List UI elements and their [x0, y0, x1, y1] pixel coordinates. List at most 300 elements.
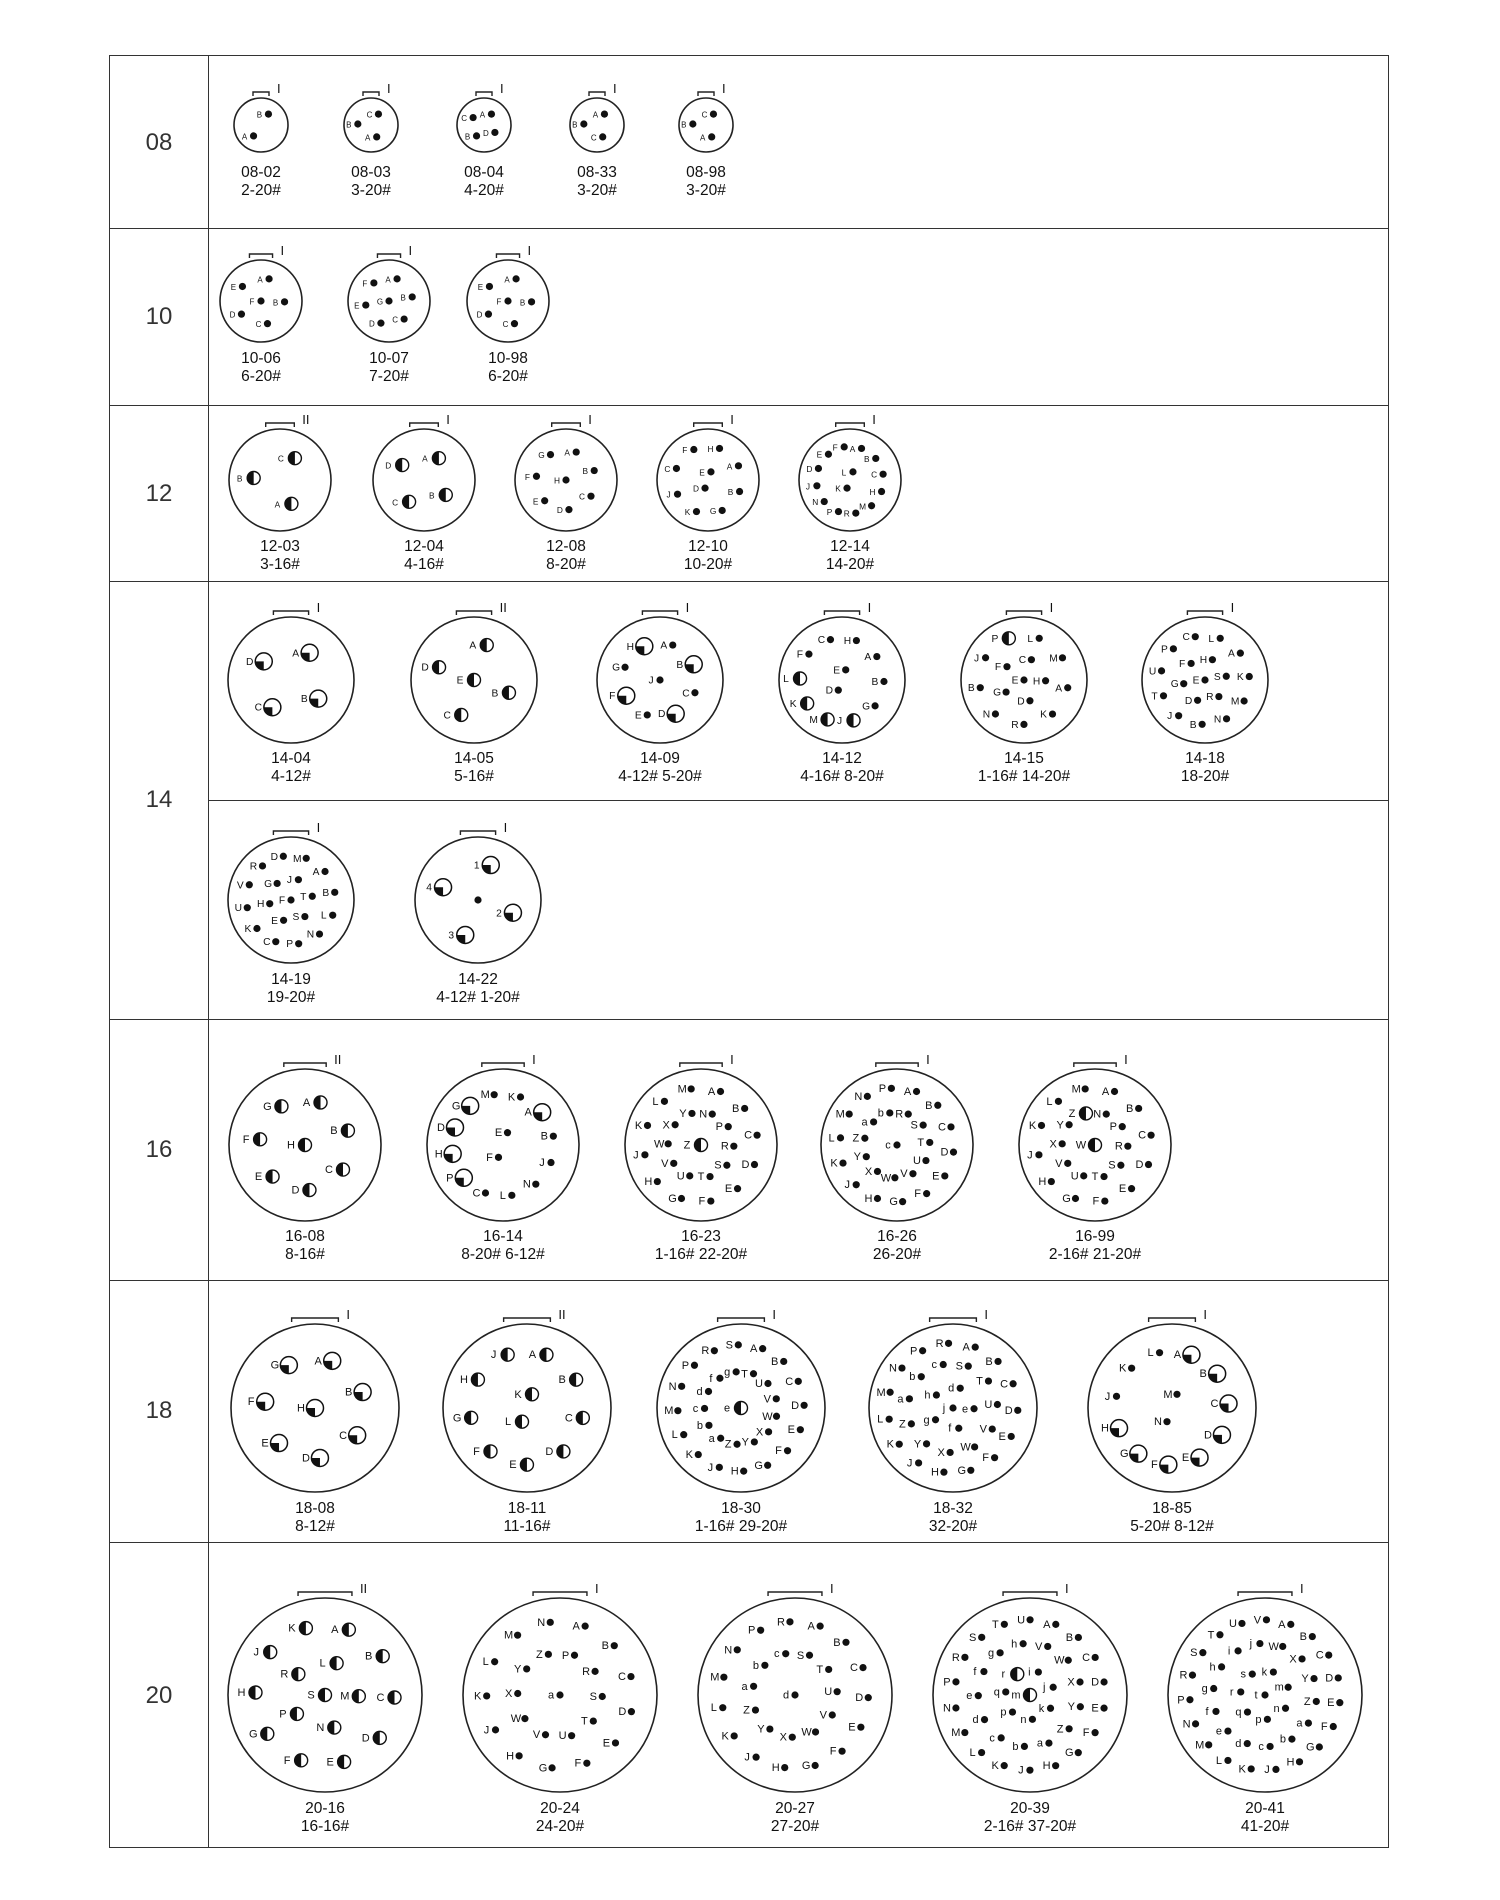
pin-contact-20	[1270, 1668, 1277, 1675]
pin-label: T	[976, 1375, 983, 1388]
pin-contact-20	[674, 491, 681, 498]
connector-10-98	[466, 243, 550, 385]
pin-label: G	[862, 701, 871, 713]
pin-contact-20	[982, 654, 989, 661]
pin-label: a	[547, 1689, 555, 1702]
pin-label: H	[1038, 1176, 1047, 1189]
pin-contact-20	[908, 1420, 915, 1427]
connector-shell-outline	[457, 98, 511, 152]
pin-label: A	[241, 132, 248, 142]
pin-label: K	[1236, 672, 1244, 684]
connector-code: 12-14	[830, 538, 870, 555]
pin-label: E	[271, 915, 279, 927]
pin-contact-20	[533, 473, 540, 480]
pin-label: L	[1027, 633, 1034, 645]
pin-contact-20	[354, 120, 361, 127]
pin-label: m	[1011, 1689, 1021, 1702]
pin-label: s	[1240, 1668, 1247, 1681]
pin-label: F	[1178, 658, 1186, 670]
pin-F	[248, 1393, 274, 1410]
pin-label: b	[696, 1419, 704, 1432]
connector-face-diagram	[410, 600, 538, 744]
pin-contact-20	[815, 465, 822, 472]
connector-20-39	[932, 1581, 1128, 1835]
pin-contact-20	[1091, 1729, 1098, 1736]
pin-label: A	[528, 1349, 537, 1362]
connector-18-32	[868, 1307, 1038, 1535]
pin-label: R	[776, 1616, 785, 1629]
pin-label: N	[699, 1108, 708, 1121]
pin-label: D	[1135, 1159, 1144, 1172]
pin-contact-20	[940, 1361, 947, 1368]
pin-contact-20	[750, 1683, 757, 1690]
pin-label: D	[229, 310, 236, 320]
pin-label: C	[744, 1129, 753, 1142]
pin-label: S	[292, 912, 300, 924]
pin-contact-20	[1279, 1643, 1286, 1650]
pin-label: R	[1206, 692, 1214, 704]
pin-label: P	[1160, 644, 1168, 656]
connector-code: 16-14	[483, 1228, 523, 1245]
pin-contact-20	[741, 1105, 748, 1112]
pin-label: H	[1286, 1756, 1295, 1769]
pin-label: C	[472, 1187, 481, 1200]
pin-label: E	[477, 282, 484, 292]
pin-label: G	[957, 1464, 967, 1477]
pin-contact-20	[940, 1469, 947, 1476]
pin-contact-20	[888, 1085, 895, 1092]
pin-label: B	[1299, 1631, 1307, 1644]
pin-contact-20	[1163, 1418, 1170, 1425]
pin-contact-20	[1173, 1391, 1180, 1398]
pin-contact-20	[701, 485, 708, 492]
pin-label: D	[361, 1732, 370, 1745]
pin-contact-20	[1224, 1757, 1231, 1764]
connector-code: 08-98	[686, 164, 726, 181]
connector-20-16	[227, 1581, 423, 1835]
pin-label: d	[972, 1714, 979, 1727]
pin-label: B	[727, 487, 734, 498]
pin-contact-20	[853, 637, 860, 644]
connector-18-30	[656, 1307, 826, 1535]
pin-contact-20	[1335, 1674, 1342, 1681]
pin-label: A	[700, 133, 706, 143]
pin-contact-20	[915, 1459, 922, 1466]
pin-contact-20	[1111, 1088, 1118, 1095]
pin-contact-20	[765, 1428, 772, 1435]
pin-label: U	[1148, 666, 1157, 678]
pin-contact-20	[1065, 1657, 1072, 1664]
pin-label: A	[479, 110, 486, 120]
pin-label: N	[316, 1722, 325, 1735]
pin-label: i	[1028, 1666, 1031, 1679]
pin-contact-20	[843, 485, 850, 492]
pin-contact-20	[780, 1358, 787, 1365]
pin-contact-20	[753, 1132, 760, 1139]
pin-label: D	[741, 1159, 750, 1172]
connector-12-10	[656, 412, 760, 573]
pin-label: K	[288, 1622, 296, 1635]
pin-contact-20	[250, 132, 257, 139]
pin-label: X	[864, 1165, 873, 1178]
pin-label: A	[524, 1106, 532, 1119]
pin-contact-20	[886, 1109, 893, 1116]
pin-label: W	[880, 1172, 892, 1185]
keying-position-label: I	[872, 412, 876, 427]
pin-label: D	[421, 662, 429, 674]
pin-contact-20	[711, 1347, 718, 1354]
connector-face-diagram	[227, 1581, 423, 1793]
pin-contact-20	[841, 443, 848, 450]
pin-label: S	[1190, 1647, 1198, 1660]
pin-contact-20	[239, 283, 246, 290]
pin-label: D	[385, 460, 392, 471]
pin-e	[724, 1402, 748, 1415]
pin-contact-20	[1002, 1688, 1009, 1695]
pin-contact-20	[795, 1378, 802, 1385]
pin-contact-20	[1305, 1719, 1312, 1726]
pin-label: 1	[473, 860, 480, 872]
pin-label: U	[558, 1730, 567, 1743]
connector-code: 14-05	[454, 750, 494, 767]
pin-contact-20	[879, 471, 886, 478]
pin-contact-20	[401, 315, 408, 322]
connector-face-diagram	[219, 243, 303, 343]
pin-contact-20	[705, 1422, 712, 1429]
pin-contact-20	[1014, 1407, 1021, 1414]
connector-14-18	[1141, 600, 1269, 785]
pin-label: Z	[1068, 1107, 1076, 1120]
pin-contact-20	[1330, 1723, 1337, 1730]
pin-contact-20	[1026, 697, 1033, 704]
pin-contact-20	[872, 455, 879, 462]
pin-label: B	[300, 694, 308, 706]
pin-contact-20	[838, 1748, 845, 1755]
pin-label: T	[1151, 691, 1158, 703]
pin-label: U	[1017, 1614, 1026, 1627]
pin-label: E	[833, 665, 841, 677]
pin-r	[1001, 1668, 1023, 1681]
pin-label: J	[253, 1646, 259, 1659]
pin-J	[491, 1348, 514, 1361]
pin-label: C	[366, 110, 373, 120]
pin-label: P	[747, 1624, 756, 1637]
pin-label: R	[895, 1108, 904, 1121]
pin-label: N	[812, 497, 819, 508]
pin-contact-20	[834, 1688, 841, 1695]
pin-label: T	[741, 1368, 748, 1381]
pin-label: M	[677, 1083, 687, 1096]
pin-contact-20	[1246, 673, 1253, 680]
pin-contact-20	[757, 1627, 764, 1634]
pin-label: A	[469, 640, 477, 652]
pin-label: J	[707, 1461, 714, 1474]
pin-label: V	[900, 1168, 908, 1181]
pin-contact-20	[573, 448, 580, 455]
pin-contact-20	[781, 1764, 788, 1771]
pin-label: X	[755, 1426, 764, 1439]
connector-face-diagram	[1141, 600, 1269, 744]
pin-label: G	[993, 687, 1002, 699]
pin-contact-20	[1009, 1708, 1016, 1715]
pin-label: B	[540, 1130, 549, 1143]
pin-label: U	[984, 1399, 993, 1412]
pin-B	[492, 686, 516, 699]
pin-label: g	[724, 1366, 731, 1379]
pin-contact-20	[733, 1441, 740, 1448]
pin-label: J	[744, 1751, 750, 1764]
pin-contact-20	[266, 900, 273, 907]
row-divider	[110, 405, 1388, 406]
pin-label: E	[230, 282, 237, 292]
pin-label: D	[1091, 1676, 1100, 1689]
pin-contact-20	[839, 1159, 846, 1166]
contact-spec: 1-16# 29-20#	[694, 1518, 788, 1535]
pin-label: F	[609, 691, 616, 703]
pin-label: E	[456, 675, 464, 687]
pin-label: L	[969, 1747, 976, 1760]
pin-contact-20	[301, 913, 308, 920]
pin-label: P	[279, 1708, 287, 1721]
pin-label: D	[301, 1452, 310, 1465]
contact-spec: 4-20#	[464, 182, 504, 199]
pin-contact-20	[565, 506, 572, 513]
pin-contact-20	[295, 940, 302, 947]
pin-label: M	[504, 1629, 514, 1642]
pin-contact-20	[393, 275, 400, 282]
pin-label: G	[249, 1728, 258, 1741]
pin-label: H	[1101, 1422, 1109, 1435]
pin-label: H	[869, 487, 876, 498]
pin-label: A	[302, 1096, 311, 1109]
connector-20-41	[1167, 1581, 1363, 1835]
pin-label: M	[1071, 1083, 1081, 1096]
pin-contact-20	[485, 311, 492, 318]
pin-contact-20	[272, 938, 279, 945]
pin-label: e	[961, 1403, 969, 1416]
pin-label: A	[422, 453, 428, 464]
pin-contact-20	[719, 507, 726, 514]
pin-label: S	[969, 1631, 977, 1644]
pin-label: S	[910, 1119, 918, 1132]
pin-label: K	[634, 1119, 643, 1132]
pin-contact-20	[244, 904, 251, 911]
pin-contact-20	[981, 1716, 988, 1723]
contact-spec: 32-20#	[928, 1518, 978, 1535]
pin-label: H	[506, 1750, 515, 1763]
pin-label: A	[807, 1620, 815, 1633]
pin-contact-20	[950, 1149, 957, 1156]
pin-label: B	[256, 110, 263, 120]
pin-contact-20	[874, 1195, 881, 1202]
pin-label: N	[522, 1178, 531, 1191]
pin-label: P	[991, 633, 999, 645]
pin-contact-20	[1216, 1631, 1223, 1638]
connector-face-diagram	[233, 81, 289, 153]
pin-contact-20	[514, 1632, 521, 1639]
pin-label: J	[844, 1179, 850, 1192]
pin-contact-20	[752, 1754, 759, 1761]
pin-label: E	[699, 467, 705, 478]
pin-label: Z	[899, 1418, 906, 1431]
pin-label: F	[283, 1754, 291, 1767]
pin-label: M	[1230, 696, 1240, 708]
pin-contact-20	[547, 451, 554, 458]
pin-label: G	[538, 450, 545, 461]
pin-contact-20	[899, 1198, 906, 1205]
pin-label: h	[924, 1389, 931, 1402]
pin-contact-20	[1237, 650, 1244, 657]
contact-spec: 4-16# 8-20#	[800, 768, 884, 785]
pin-contact-20	[806, 1652, 813, 1659]
pin-contact-20	[717, 1435, 724, 1442]
pin-label: C	[664, 463, 671, 474]
contact-spec: 5-16#	[454, 768, 494, 785]
pin-label: F	[247, 1396, 255, 1409]
pin-label: M	[340, 1690, 350, 1703]
contact-spec: 14-20#	[825, 556, 875, 573]
pin-contact-20	[949, 1404, 956, 1411]
pin-contact-20	[955, 1425, 962, 1432]
pin-label: B	[1189, 719, 1197, 731]
pin-label: S	[589, 1691, 597, 1704]
pin-label: W	[653, 1138, 665, 1151]
pin-label: R	[843, 508, 850, 519]
connector-14-04	[227, 600, 355, 785]
pin-label: F	[249, 297, 255, 307]
pin-contact-20	[1135, 1105, 1142, 1112]
pin-contact-20	[825, 451, 832, 458]
pin-contact-20	[556, 1691, 563, 1698]
pin-contact-20	[751, 1438, 758, 1445]
size-column-divider	[208, 56, 209, 1847]
pin-label: b	[752, 1659, 759, 1672]
connector-shell-outline	[373, 429, 475, 531]
pin-label: B	[272, 298, 279, 308]
pin-label: F	[524, 471, 531, 482]
pin-D	[302, 1449, 328, 1466]
pin-label: 2	[496, 908, 502, 920]
pin-label: P	[826, 507, 833, 518]
pin-contact-20	[1048, 1178, 1055, 1185]
pin-contact-20	[654, 1178, 661, 1185]
pin-label: D	[657, 709, 666, 721]
pin-contact-20	[835, 508, 842, 515]
pin-label: H	[771, 1762, 780, 1775]
pin-label: A	[592, 110, 599, 120]
connector-face-diagram	[228, 412, 332, 532]
row-divider	[110, 228, 1388, 229]
pin-contact-20	[764, 1380, 771, 1387]
pin-label: K	[507, 1091, 516, 1104]
pin-F	[243, 1133, 267, 1146]
pin-contact-20	[1325, 1651, 1332, 1658]
connector-face-diagram	[347, 243, 431, 343]
pin-contact-20	[1199, 1649, 1206, 1656]
pin-H	[1101, 1420, 1127, 1437]
contact-spec: 4-12# 1-20#	[436, 989, 520, 1006]
pin-label: R	[951, 1651, 960, 1664]
contact-spec: 2-16# 37-20#	[983, 1818, 1077, 1835]
pin-label: K	[514, 1388, 522, 1401]
pin-label: p	[1255, 1713, 1262, 1726]
pin-label: K	[685, 1449, 693, 1462]
pin-label: D	[1203, 1429, 1212, 1442]
pin-contact-20	[913, 1088, 920, 1095]
pin-label: J	[490, 1349, 497, 1362]
pin-label: E	[1118, 1183, 1127, 1196]
pin-contact-20	[611, 1642, 618, 1649]
pin-label: J	[286, 875, 292, 887]
connector-code: 08-02	[241, 164, 281, 181]
pin-label: 3	[448, 930, 455, 942]
pin-label: E	[634, 710, 642, 722]
pin-label: U	[912, 1155, 921, 1168]
pin-contact-20	[483, 1692, 490, 1699]
keying-position-label: I	[984, 1307, 988, 1322]
pin-contact-20	[1156, 1349, 1163, 1356]
pin-contact-20	[690, 446, 697, 453]
pin-label: M	[1163, 1388, 1173, 1401]
pin-label: C	[277, 453, 284, 464]
pin-L	[320, 1657, 344, 1670]
pin-contact-20	[1248, 1765, 1255, 1772]
pin-label: G	[1306, 1741, 1315, 1754]
pin-contact-20	[994, 1401, 1001, 1408]
pin-contact-20	[874, 1168, 881, 1175]
pin-label: C	[254, 702, 263, 714]
pin-contact-20	[731, 1732, 738, 1739]
pin-label: D	[618, 1706, 627, 1719]
pin-label: A	[292, 648, 300, 660]
connector-face-diagram	[426, 1052, 580, 1222]
pin-contact-20	[621, 664, 628, 671]
pin-label: T	[816, 1663, 824, 1676]
connector-18-11	[442, 1307, 612, 1535]
connector-14-12	[778, 600, 906, 785]
keying-position-label: II	[359, 1581, 368, 1596]
connector-16-26	[820, 1052, 974, 1263]
pin-label: B	[491, 688, 499, 700]
pin-label: T	[580, 1715, 588, 1728]
connector-face-diagram	[697, 1581, 893, 1793]
pin-contact-20	[329, 912, 336, 919]
pin-contact-20	[287, 896, 294, 903]
pin-label: Y	[741, 1436, 750, 1449]
pin-label: B	[1199, 1368, 1207, 1381]
pin-label: M	[664, 1405, 674, 1418]
pin-contact-20	[992, 710, 999, 717]
connector-08-33	[569, 81, 625, 199]
pin-contact-20	[568, 1732, 575, 1739]
pin-contact-20	[791, 1691, 798, 1698]
pin-contact-20	[482, 1189, 489, 1196]
pin-contact-20	[1128, 1365, 1135, 1372]
connector-shell-outline	[229, 429, 331, 531]
pin-contact-20	[716, 1375, 723, 1382]
pin-label: L	[504, 1416, 512, 1429]
pin-D	[385, 459, 409, 472]
pin-label: j	[1249, 1638, 1253, 1651]
contact-spec: 19-20#	[266, 989, 316, 1006]
pin-contact-20	[1192, 1720, 1199, 1727]
pin-C	[339, 1427, 365, 1444]
connector-code: 14-15	[1004, 750, 1044, 767]
pin-label: D	[855, 1692, 864, 1705]
pin-label: T	[1207, 1629, 1215, 1642]
connector-12-08	[514, 412, 618, 573]
connector-code: 10-98	[488, 350, 528, 367]
